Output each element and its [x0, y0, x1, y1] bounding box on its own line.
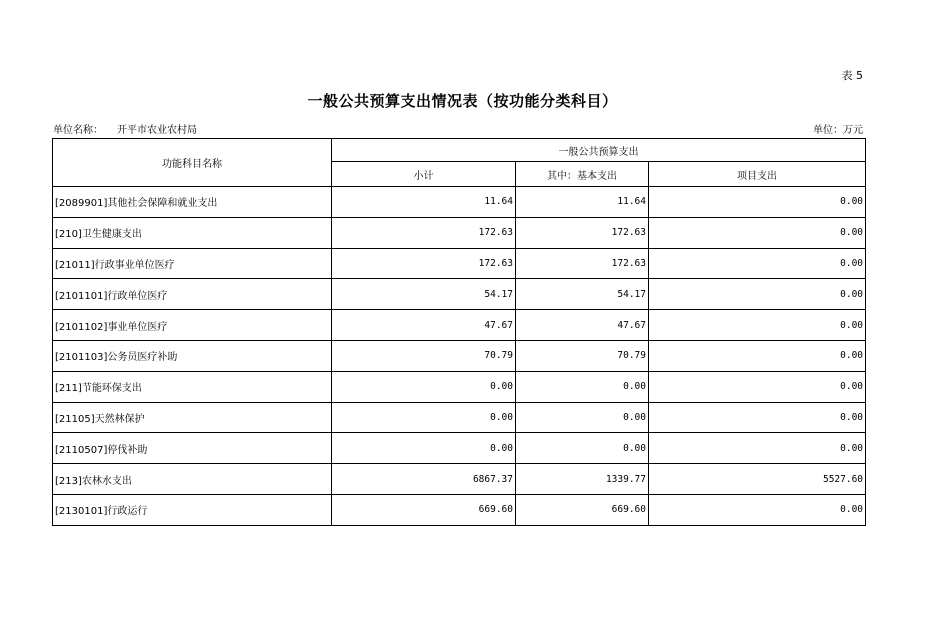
project-cell: 0.00 — [649, 248, 866, 279]
basic-cell: 1339.77 — [516, 464, 649, 495]
table-row — [53, 371, 866, 402]
basic-cell: 669.60 — [516, 494, 649, 525]
unit-name — [53, 121, 197, 136]
basic-cell: 11.64 — [516, 187, 649, 218]
subtotal-cell: 11.64 — [332, 187, 516, 218]
subject-cell: [213]农林水支出 — [53, 464, 332, 495]
subtotal-cell: 0.00 — [332, 371, 516, 402]
subject-cell: [2101103]公务员医疗补助 — [53, 340, 332, 371]
subject-cell: [211]节能环保支出 — [53, 371, 332, 402]
subtotal-cell: 70.79 — [332, 340, 516, 371]
subject-cell: [210]卫生健康支出 — [53, 217, 332, 248]
subtotal-cell: 0.00 — [332, 402, 516, 433]
project-cell: 0.00 — [649, 494, 866, 525]
project-cell: 0.00 — [649, 187, 866, 218]
subtotal-cell: 47.67 — [332, 310, 516, 341]
basic-cell: 47.67 — [516, 310, 649, 341]
project-cell: 0.00 — [649, 310, 866, 341]
currency-unit: 单位：万元 — [813, 125, 863, 136]
table-row — [53, 464, 866, 495]
subtotal-cell: 172.63 — [332, 248, 516, 279]
page-title: 一般公共预算支出情况表（按功能分类科目） — [307, 92, 618, 110]
subject-cell: [2130101]行政运行 — [53, 494, 332, 525]
subject-cell: [21105]天然林保护 — [53, 402, 332, 433]
subject-cell: [2110507]停伐补助 — [53, 433, 332, 464]
basic-cell: 172.63 — [516, 217, 649, 248]
header-group: 一般公共预算支出 — [332, 139, 866, 162]
unit-name-value: 开平市农业农村局 — [117, 125, 197, 136]
table-row — [53, 217, 866, 248]
table-row — [53, 433, 866, 464]
project-cell: 0.00 — [649, 279, 866, 310]
header-project: 项目支出 — [649, 162, 866, 187]
project-cell: 0.00 — [649, 217, 866, 248]
header-subject: 功能科目名称 — [53, 139, 332, 187]
table-row — [53, 310, 866, 341]
table-row — [53, 279, 866, 310]
unit-name-label: 单位名称： — [53, 125, 103, 136]
budget-table — [52, 138, 866, 526]
subtotal-cell: 6867.37 — [332, 464, 516, 495]
subtotal-cell: 172.63 — [332, 217, 516, 248]
subject-cell: [21011]行政事业单位医疗 — [53, 248, 332, 279]
basic-cell: 0.00 — [516, 402, 649, 433]
subject-cell: [2089901]其他社会保障和就业支出 — [53, 187, 332, 218]
subject-cell: [2101102]事业单位医疗 — [53, 310, 332, 341]
basic-cell: 54.17 — [516, 279, 649, 310]
header-subtotal: 小计 — [332, 162, 516, 187]
subtotal-cell: 0.00 — [332, 433, 516, 464]
project-cell: 0.00 — [649, 340, 866, 371]
table-row — [53, 340, 866, 371]
basic-cell: 172.63 — [516, 248, 649, 279]
subtotal-cell: 669.60 — [332, 494, 516, 525]
project-cell: 0.00 — [649, 371, 866, 402]
table-body — [53, 187, 866, 526]
subtotal-cell: 54.17 — [332, 279, 516, 310]
table-number: 表 5 — [841, 69, 863, 82]
table-row — [53, 187, 866, 218]
project-cell: 0.00 — [649, 402, 866, 433]
table-row — [53, 248, 866, 279]
project-cell: 5527.60 — [649, 464, 866, 495]
basic-cell: 0.00 — [516, 371, 649, 402]
table-row — [53, 402, 866, 433]
header-basic: 其中：基本支出 — [516, 162, 649, 187]
basic-cell: 0.00 — [516, 433, 649, 464]
basic-cell: 70.79 — [516, 340, 649, 371]
project-cell: 0.00 — [649, 433, 866, 464]
table-row — [53, 494, 866, 525]
subject-cell: [2101101]行政单位医疗 — [53, 279, 332, 310]
